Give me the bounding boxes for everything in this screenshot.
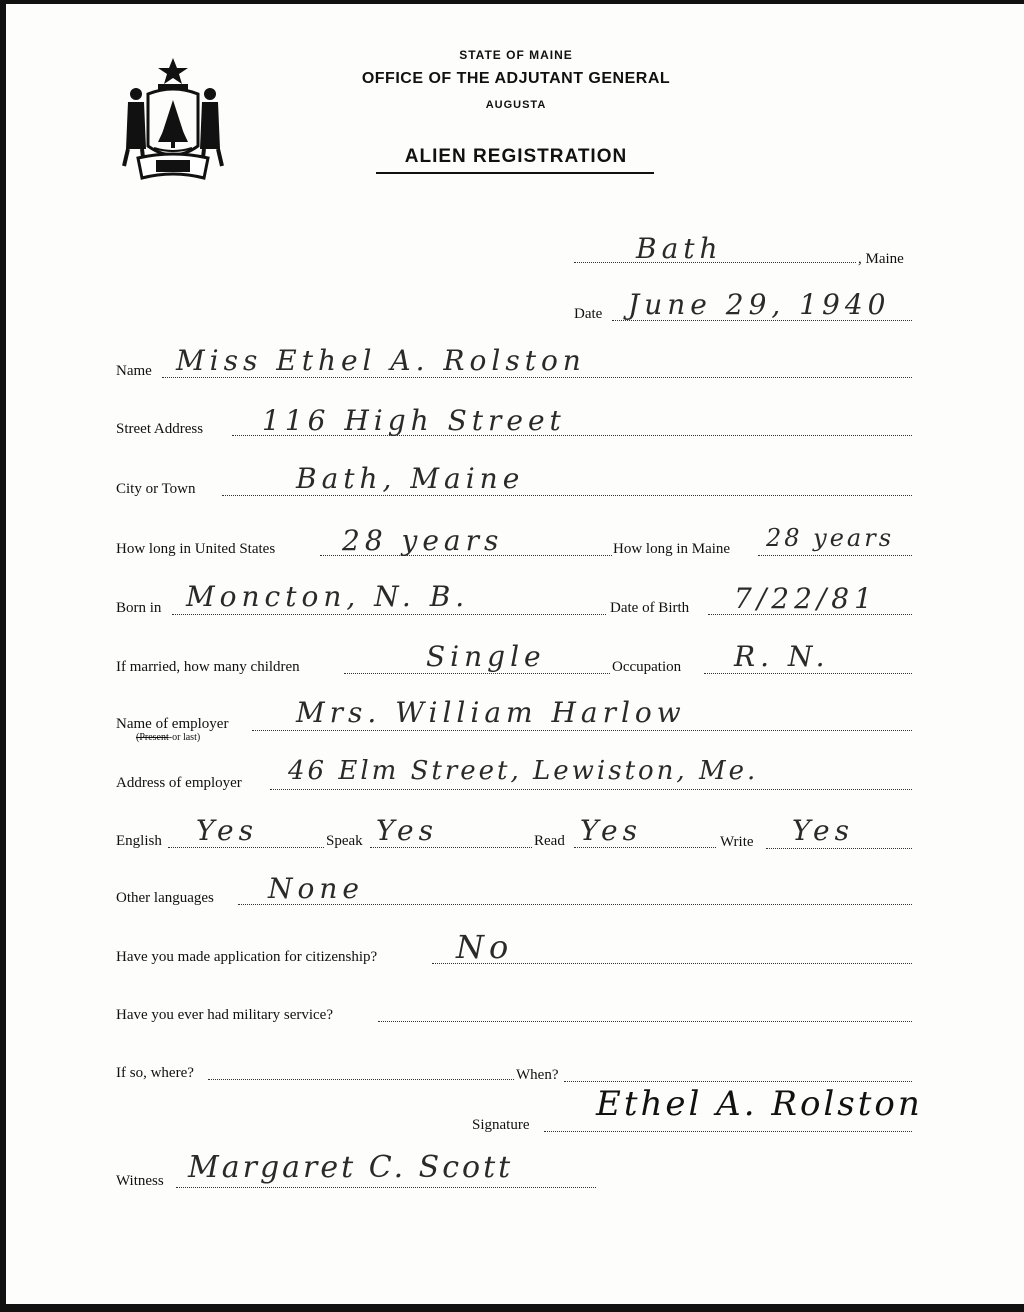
when-label: When? (516, 1067, 559, 1083)
place-value: Bath (636, 232, 723, 265)
city-value: Bath, Maine (296, 462, 525, 495)
me-duration-label: How long in Maine (613, 541, 731, 557)
state-heading: STATE OF MAINE (459, 48, 573, 62)
street-value: 116 High Street (262, 404, 566, 437)
me-duration-line (758, 555, 912, 556)
where-line (208, 1079, 514, 1080)
write-label: Write (720, 834, 754, 850)
employer-label: Name of employer (116, 716, 229, 732)
signature-label: Signature (472, 1117, 530, 1133)
english-value: Yes (196, 814, 258, 847)
place-suffix: , Maine (858, 251, 904, 267)
born-line (172, 614, 606, 615)
speak-value: Yes (376, 814, 438, 847)
city-label: City or Town (116, 481, 196, 497)
employer-note-struck: (Present (136, 732, 169, 743)
speak-label: Speak (326, 833, 363, 849)
dob-value: 7/22/81 (734, 582, 877, 615)
employer-note: (Present-or last) (136, 732, 201, 743)
employer-address-label: Address of employer (116, 775, 242, 791)
form-title: ALIEN REGISTRATION (404, 146, 628, 167)
citizenship-label: Have you made application for citizenship? (116, 949, 378, 965)
where-label: If so, where? (116, 1065, 194, 1081)
other-lang-label: Other languages (116, 890, 214, 906)
us-duration-value: 28 years (342, 524, 504, 557)
name-line (162, 377, 912, 378)
children-label: If married, how many children (116, 659, 300, 675)
read-value: Yes (580, 814, 642, 847)
state-seal-icon (118, 54, 228, 182)
witness-label: Witness (116, 1173, 164, 1189)
employer-value: Mrs. William Harlow (296, 696, 686, 729)
occupation-value: R. N. (734, 640, 830, 673)
street-label: Street Address (116, 421, 204, 437)
us-duration-label: How long in United States (116, 541, 276, 557)
name-label: Name (116, 363, 152, 379)
other-lang-value: None (268, 872, 364, 905)
date-value: June 29, 1940 (628, 288, 891, 321)
born-value: Moncton, N. B. (186, 580, 470, 613)
office-heading: OFFICE OF THE ADJUTANT GENERAL (361, 70, 671, 87)
employer-address-value: 46 Elm Street, Lewiston, Me. (288, 756, 759, 786)
occupation-label: Occupation (612, 659, 682, 675)
born-label: Born in (116, 600, 162, 616)
witness-value: Margaret C. Scott (188, 1150, 514, 1185)
name-value: Miss Ethel A. Rolston (176, 344, 586, 377)
city-heading: AUGUSTA (485, 99, 547, 111)
citizenship-value: No (456, 928, 514, 966)
signature-value: Ethel A. Rolston (596, 1084, 923, 1124)
occupation-line (704, 673, 912, 674)
when-line (564, 1081, 912, 1082)
dob-label: Date of Birth (610, 600, 690, 616)
employer-address-line (270, 789, 912, 790)
city-line (222, 495, 912, 496)
title-underline (376, 172, 654, 174)
speak-line (370, 847, 532, 848)
me-duration-value: 28 years (766, 524, 895, 552)
witness-line (176, 1187, 596, 1188)
english-line (168, 847, 324, 848)
english-label: English (116, 833, 162, 849)
write-value: Yes (792, 814, 854, 847)
children-line (344, 673, 610, 674)
employer-line (252, 730, 912, 731)
date-label: Date (574, 306, 603, 322)
military-line (378, 1021, 912, 1022)
read-label: Read (534, 833, 565, 849)
military-label: Have you ever had military service? (116, 1007, 333, 1023)
employer-note-rest: or last) (172, 732, 201, 743)
write-line (766, 848, 912, 849)
read-line (574, 847, 716, 848)
children-value: Single (426, 640, 546, 673)
signature-line (544, 1131, 912, 1132)
